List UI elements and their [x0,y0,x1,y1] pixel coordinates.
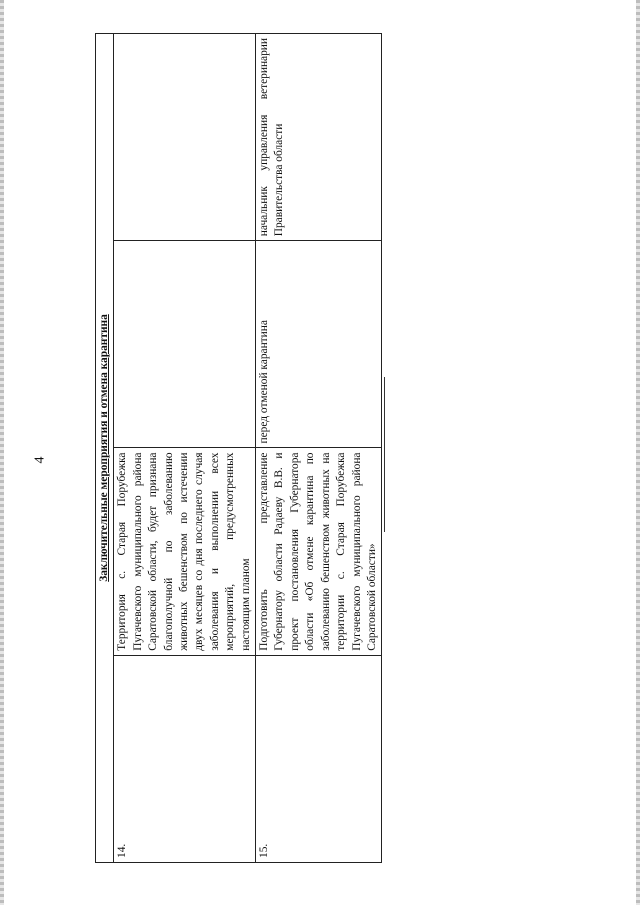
row-term [114,241,256,448]
row-term: перед отменой карантина [256,241,382,448]
separator-line [384,377,385,532]
row-description: Территория с. Старая Порубежка Пугачевского муниципального района Саратовской области, будет признана благополучной по заболеванию животных бешенством по истечении двух месяцев со дня последнего случая заболевания и выполнении всех мероприятий, предусмотренных настоящим планом [114,448,256,655]
row-responsible [114,34,256,241]
rotated-landscape-page [95,33,378,863]
row-number: 15. [256,655,382,862]
row-description: Подготовить представление Губернатору области Радаеву В.В. и проект постановления Губернатора области «Об отмене карантина по заболеванию бешенством животных на территории с. Старая Порубежка Пугачевского муниципального района Саратовской области» [256,448,382,655]
table-row [114,34,256,863]
document-content-area [95,33,378,863]
row-number: 14. [114,655,256,862]
page-edge-right [636,0,640,905]
measures-table [95,33,382,863]
section-header-row [96,34,114,863]
page-edge-left [0,0,4,905]
table-row [256,34,382,863]
section-title: Заключительные мероприятия и отмена карантина [96,34,114,863]
page-number: 4 [32,456,48,464]
row-responsible: начальник управления ветеринарии Правительства области [256,34,382,241]
